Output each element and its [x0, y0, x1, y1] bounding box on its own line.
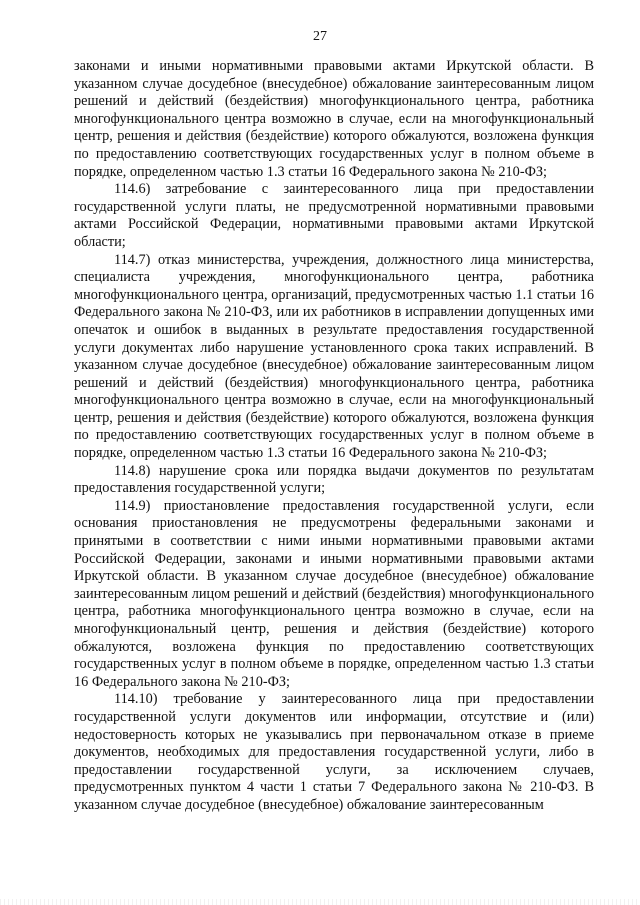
- paragraph-114-7: 114.7) отказ министерства, учреждения, должностного лица министерства, специалиста учреждения, многофункционального центра, работника многофункционального центра, организаций, предусмотренных частью 1.1 статьи 16 Федерального закона № 210-ФЗ, или их работников в исправлении допущенных ими опечаток и ошибок в выданных в результате предоставления государственной услуги документах либо нарушение установленного срока таких исправлений. В указанном случае досудебное (внесудебное) обжалование заинтересованным лицом решений и действий (бездействия) многофункционального центра, работника многофункционального центра возможно в случае, если на многофункциональный центр, решения и действия (бездействие) которого обжалуются, возложена функция по предоставлению соответствующих государственных услуг в полном объеме в порядке, определенном частью 1.3 статьи 16 Федерального закона № 210-ФЗ;: [74, 251, 594, 462]
- document-body: [74, 58, 594, 815]
- paragraph-114-6: 114.6) затребование с заинтересованного лица при предоставлении государственной услуги платы, не предусмотренной нормативными правовыми актами Российской Федерации, нормативными правовыми актами Иркутской области;: [74, 181, 594, 250]
- paragraph-114-10: 114.10) требование у заинтересованного лица при предоставлении государственной услуги документов или информации, отсутствие и (или) недостоверность которых не указывались при первоначальном отказе в приеме документов, необходимых для предоставления государственной услуги, либо в предоставлении государственной услуги, за исключением случаев, предусмотренных пунктом 4 части 1 статьи 7 Федерального закона № 210-ФЗ. В указанном случае досудебное (внесудебное) обжалование заинтересованным: [74, 691, 594, 813]
- paragraph-continuation: законами и иными нормативными правовыми актами Иркутской области. В указанном случае досудебное (внесудебное) обжалование заинтересованным лицом решений и действий (бездействия) многофункционального центра, работника многофункционального центра возможно в случае, если на многофункциональный центр, решения и действия (бездействие) которого обжалуются, возложена функция по предоставлению соответствующих государственных услуг в полном объеме в порядке, определенном частью 1.3 статьи 16 Федерального закона № 210-ФЗ;: [74, 58, 594, 180]
- paragraph-114-9: 114.9) приостановление предоставления государственной услуги, если основания приостановления не предусмотрены федеральными законами и принятыми в соответствии с ними иными нормативными правовыми актами Российской Федерации, законами и иными нормативными правовыми актами Иркутской области. В указанном случае досудебное (внесудебное) обжалование заинтересованным лицом решений и действий (бездействия) многофункционального центра, работника многофункционального центра возможно в случае, если на многофункциональный центр, решения и действия (бездействие) которого обжалуются, возложена функция по предоставлению соответствующих государственных услуг в полном объеме в порядке, определенном частью 1.3 статьи 16 Федерального закона № 210-ФЗ;: [74, 497, 594, 690]
- paragraph-114-8: 114.8) нарушение срока или порядка выдачи документов по результатам предоставления государственной услуги;: [74, 462, 594, 497]
- scan-edge-artifact: [0, 899, 640, 905]
- page-number: 27: [313, 29, 327, 44]
